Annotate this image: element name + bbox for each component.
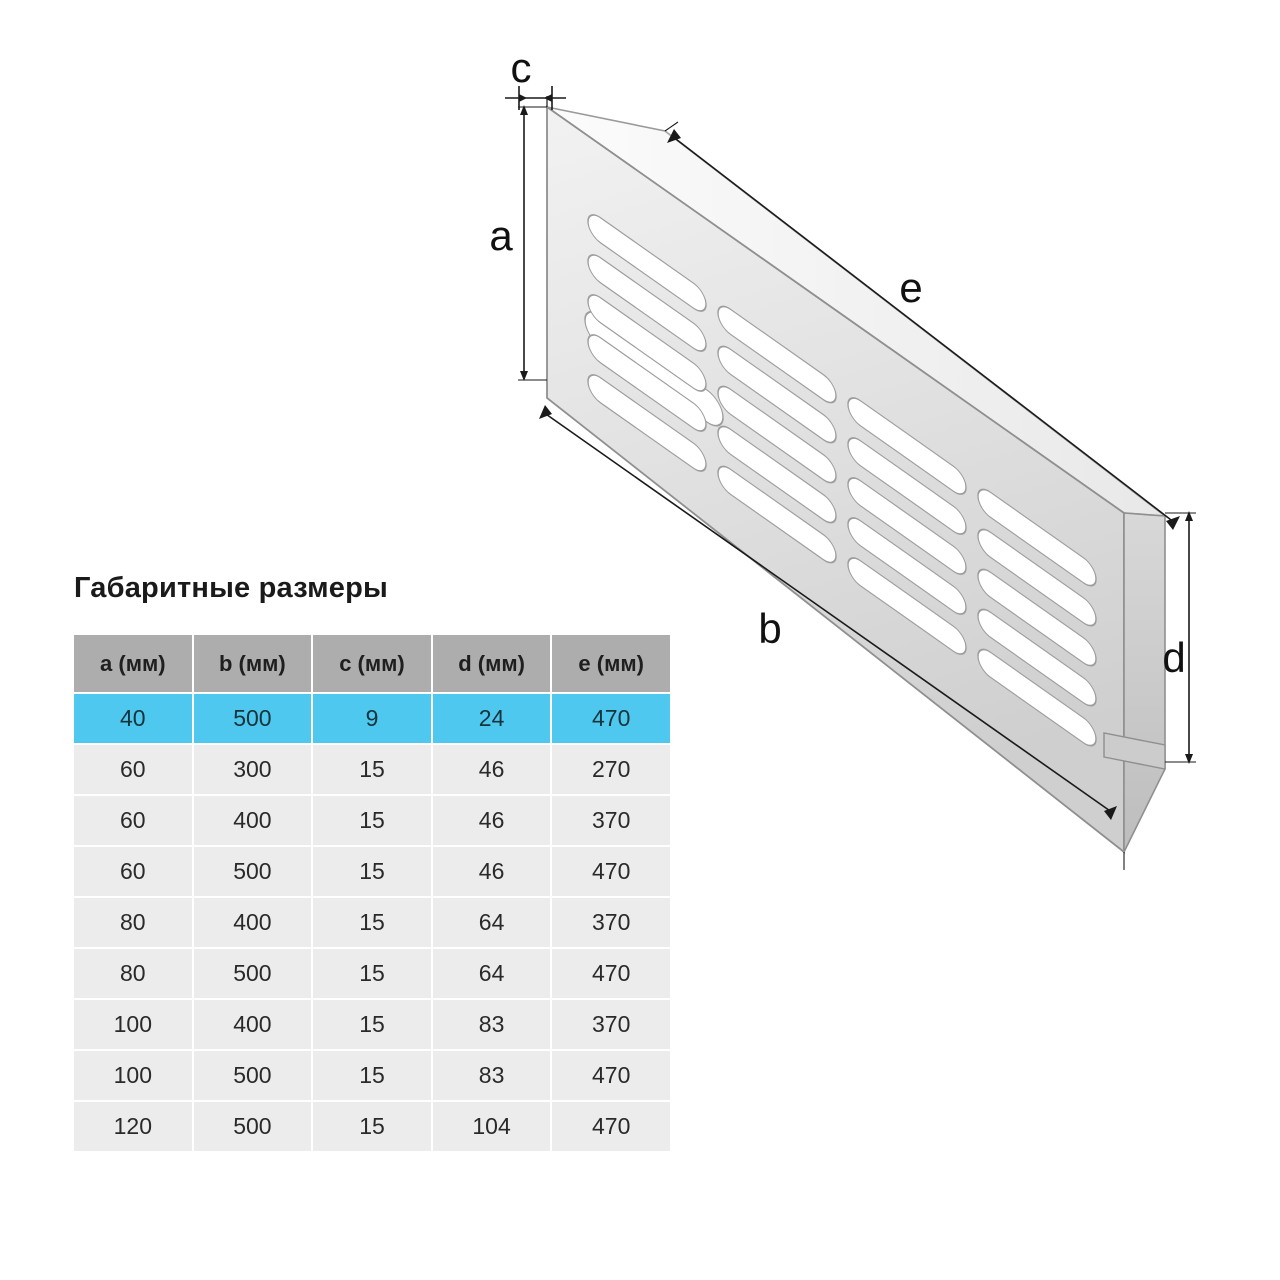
table-cell: 15 — [312, 795, 432, 846]
table-cell: 15 — [312, 999, 432, 1050]
table-cell: 24 — [432, 693, 552, 744]
table-cell: 500 — [193, 1101, 313, 1152]
table-row[interactable] — [73, 897, 671, 948]
label-e: e — [899, 264, 923, 311]
table-cell: 370 — [551, 897, 671, 948]
table-cell: 500 — [193, 693, 313, 744]
column-header-d: d (мм) — [432, 634, 552, 693]
table-row[interactable] — [73, 744, 671, 795]
table-cell: 83 — [432, 999, 552, 1050]
table-cell: 15 — [312, 1101, 432, 1152]
table-row[interactable] — [73, 795, 671, 846]
table-cell: 15 — [312, 744, 432, 795]
table-cell: 300 — [193, 744, 313, 795]
table-cell: 470 — [551, 948, 671, 999]
table-cell: 80 — [73, 948, 193, 999]
column-header-b: b (мм) — [193, 634, 313, 693]
table-cell: 104 — [432, 1101, 552, 1152]
table-cell: 83 — [432, 1050, 552, 1101]
table-cell: 400 — [193, 897, 313, 948]
table-cell: 120 — [73, 1101, 193, 1152]
table-cell: 470 — [551, 1050, 671, 1101]
table-row[interactable] — [73, 1101, 671, 1152]
table-cell: 46 — [432, 744, 552, 795]
label-b: b — [758, 605, 782, 652]
table-cell: 15 — [312, 1050, 432, 1101]
table-cell: 60 — [73, 744, 193, 795]
table-cell: 400 — [193, 795, 313, 846]
grille-right-return — [1124, 513, 1165, 852]
dimensions-section — [72, 572, 672, 1153]
table-header-row — [73, 634, 671, 693]
table-cell: 370 — [551, 999, 671, 1050]
table-cell: 64 — [432, 948, 552, 999]
label-c: c — [510, 44, 532, 91]
table-cell: 370 — [551, 795, 671, 846]
table-cell: 470 — [551, 846, 671, 897]
table-row[interactable] — [73, 846, 671, 897]
table-cell: 46 — [432, 795, 552, 846]
table-row[interactable] — [73, 1050, 671, 1101]
table-cell: 60 — [73, 795, 193, 846]
table-body — [73, 693, 671, 1152]
table-row[interactable] — [73, 693, 671, 744]
table-cell: 270 — [551, 744, 671, 795]
column-header-a: a (мм) — [73, 634, 193, 693]
label-d: d — [1162, 634, 1186, 681]
table-cell: 15 — [312, 846, 432, 897]
table-cell: 40 — [73, 693, 193, 744]
page-title: Габаритные размеры — [74, 572, 388, 604]
table-cell: 100 — [73, 1050, 193, 1101]
table-cell: 400 — [193, 999, 313, 1050]
table-cell: 500 — [193, 948, 313, 999]
column-header-e: e (мм) — [551, 634, 671, 693]
table-cell: 80 — [73, 897, 193, 948]
table-row[interactable] — [73, 999, 671, 1050]
table-cell: 46 — [432, 846, 552, 897]
table-cell: 470 — [551, 693, 671, 744]
column-header-c: c (мм) — [312, 634, 432, 693]
table-cell: 500 — [193, 1050, 313, 1101]
table-cell: 60 — [73, 846, 193, 897]
label-a: a — [489, 212, 513, 259]
table-cell: 100 — [73, 999, 193, 1050]
table-cell: 64 — [432, 897, 552, 948]
dimensions-table — [72, 633, 672, 1153]
table-cell: 9 — [312, 693, 432, 744]
table-cell: 470 — [551, 1101, 671, 1152]
table-row[interactable] — [73, 948, 671, 999]
table-cell: 15 — [312, 948, 432, 999]
table-cell: 15 — [312, 897, 432, 948]
table-cell: 500 — [193, 846, 313, 897]
